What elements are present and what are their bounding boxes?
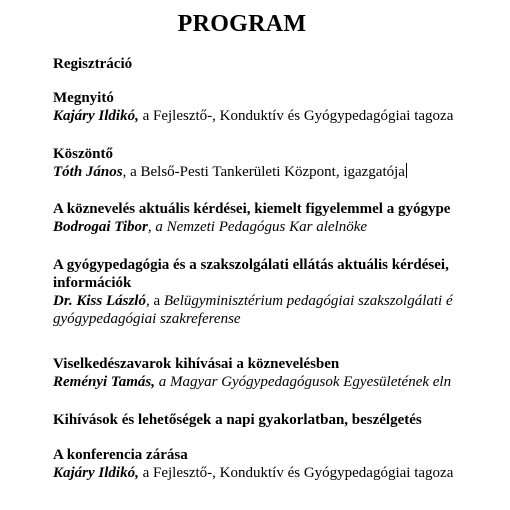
- program-item-registration: [53, 55, 510, 73]
- speaker-line: [53, 292, 510, 310]
- speaker-role: , a Nemzeti Pedagógus Kar alelnöke: [147, 219, 368, 235]
- speaker-name: Dr. Kiss László: [53, 293, 146, 309]
- speaker-role: a Fejlesztő-, Konduktív és Gyógypedagógiai tagoza: [138, 465, 454, 481]
- item-heading: Regisztráció: [53, 56, 133, 72]
- program-item-closing: [53, 446, 510, 482]
- speaker-role: a Magyar Gyógypedagógusok Egyesületének eln: [154, 374, 452, 390]
- speaker-name: Tóth János: [53, 164, 123, 180]
- program-item-behavior: [53, 355, 510, 391]
- item-heading-line1: A gyógypedagógia és a szakszolgálati ellátás aktuális kérdései,: [53, 257, 449, 273]
- item-heading: Köszöntő: [53, 146, 113, 162]
- speaker-name: Reményi Tamás,: [53, 374, 155, 390]
- speaker-role-connector: , a: [145, 293, 164, 309]
- speaker-name: Kajáry Ildikó,: [53, 465, 139, 481]
- program-item-greeting: [53, 145, 510, 181]
- item-heading: Kihívások és lehetőségek a napi gyakorlatban, beszélgetés: [53, 412, 422, 428]
- speaker-line: [53, 464, 510, 482]
- speaker-role: , a Belső-Pesti Tankerületi Központ, igazgatója: [122, 164, 405, 180]
- program-item-special-education: [53, 256, 510, 328]
- program-item-challenges: [53, 411, 510, 429]
- speaker-line: [53, 218, 510, 236]
- speaker-name: Bodrogai Tibor: [53, 219, 148, 235]
- speaker-role-continued: gyógypedagógiai szakreferense: [53, 311, 241, 327]
- item-heading: A konferencia zárása: [53, 447, 188, 463]
- speaker-line: [53, 373, 510, 391]
- speaker-role: Belügyminisztérium pedagógiai szakszolgálati é: [163, 293, 453, 309]
- speaker-line: [53, 163, 510, 181]
- page-title: PROGRAM: [177, 11, 307, 37]
- item-heading-line2: információk: [53, 275, 132, 291]
- speaker-line: [53, 107, 510, 125]
- speaker-role: a Fejlesztő-, Konduktív és Gyógypedagógiai tagoza: [138, 108, 454, 124]
- item-heading: Megnyitó: [53, 90, 114, 106]
- text-cursor: [406, 163, 407, 178]
- program-item-public-education: [53, 200, 510, 236]
- speaker-name: Kajáry Ildikó,: [53, 108, 139, 124]
- item-heading: Viselkedészavarok kihívásai a köznevelésben: [53, 356, 340, 372]
- program-item-opening: [53, 89, 510, 125]
- item-heading: A köznevelés aktuális kérdései, kiemelt figyelemmel a gyógype: [53, 201, 451, 217]
